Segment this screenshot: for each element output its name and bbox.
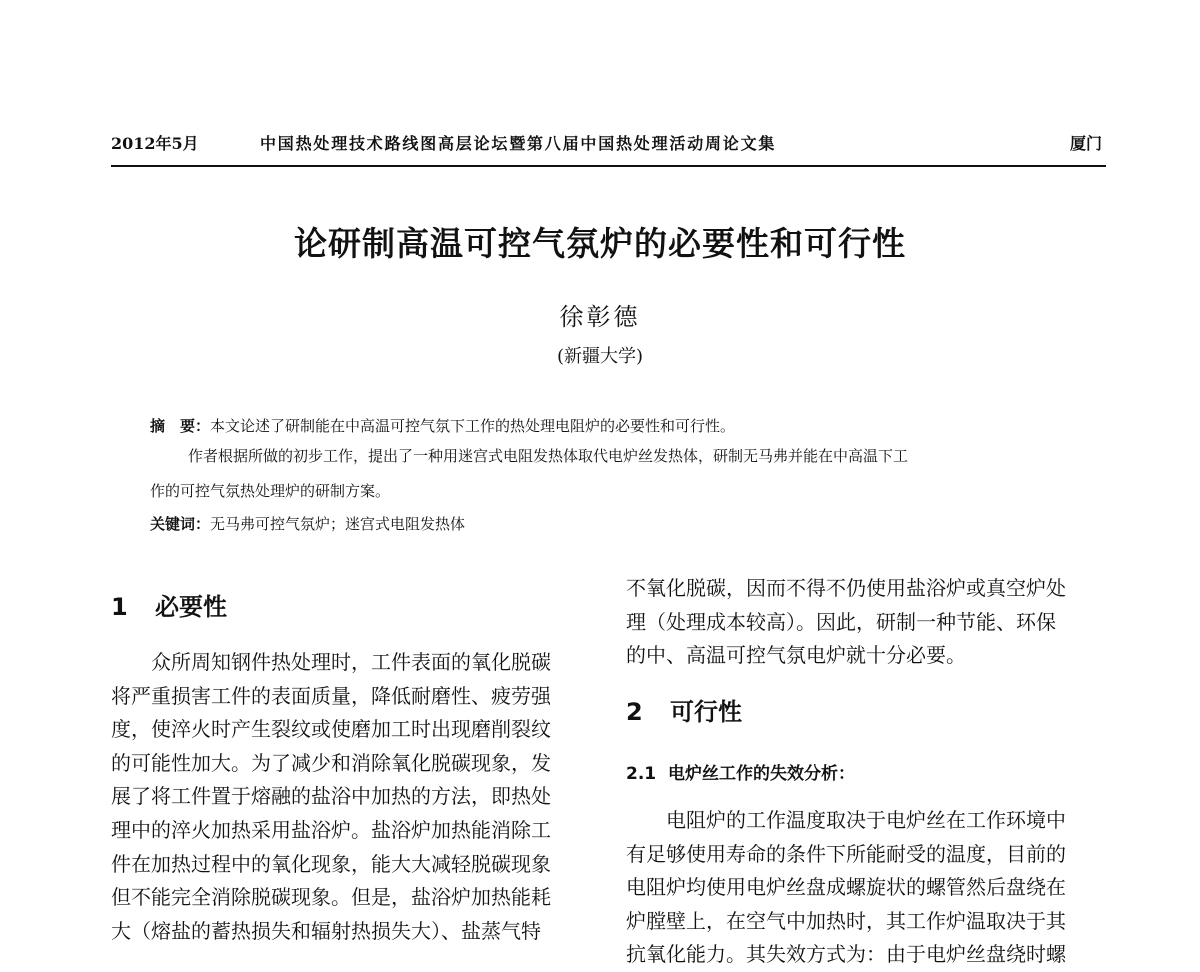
body-line: 电阻炉均使用电炉丝盘成螺旋状的螺管然后盘绕在 [626,875,1066,900]
body-line: 众所周知钢件热处理时，工件表面的氧化脱碳 [111,650,551,674]
abstract-text-1: 本文论述了研制能在中高温可控气氛下工作的热处理电阻炉的必要性和可行性。 [210,417,736,435]
subsection-2-1-number: 2.1 [626,764,657,784]
section-1-heading [111,592,227,622]
subsection-2-1-heading [626,763,855,785]
body-line: 度，使淬火时产生裂纹或使磨加工时出现磨削裂纹 [111,717,551,742]
section-2-title: 可行性 [670,698,742,726]
body-line: 炉膛壁上，在空气中加热时，其工作炉温取决于其 [626,908,1066,933]
keywords-label: 关键词： [150,515,211,533]
body-line: 将严重损害工件的表面质量，降低耐磨性、疲劳强 [111,683,551,708]
abstract-line-1 [150,416,735,436]
header-date: 2012年5月 [111,134,199,153]
body-line: 但不能完全消除脱碳现象。但是，盐浴炉加热能耗 [111,885,551,910]
header-city: 厦门 [1070,134,1103,153]
abstract-line-3: 作的可控气氛热处理炉的研制方案。 [150,482,391,500]
section-1-continued-body [626,572,1106,673]
paper-author: 徐彰德 [559,303,641,331]
paper-affiliation: (新疆大学) [556,346,644,367]
section-1-number: 1 [111,593,128,621]
keywords-line [150,514,465,534]
body-line: 大（熔盐的蓄热损失和辐射热损失大）、盐蒸气特 [111,918,541,943]
body-line: 理中的淬火加热采用盐浴炉。盐浴炉加热能消除工 [111,817,551,842]
subsection-2-1-body [626,804,1106,972]
body-line: 件在加热过程中的氧化现象，能大大减轻脱碳现象 [111,851,551,876]
section-1-title: 必要性 [155,593,227,621]
section-2-number: 2 [626,698,643,726]
keywords-text: 无马弗可控气氛炉；迷宫式电阻发热体 [210,515,466,533]
subsection-2-1-title: 电炉丝工作的失效分析： [667,764,855,784]
section-1-body [111,646,581,948]
header-conference-name: 中国热处理技术路线图高层论坛暨第八届中国热处理活动周论文集 [260,134,777,153]
section-2-heading [626,697,742,727]
body-line: 不氧化脱碳，因而不得不仍使用盐浴炉或真空炉处 [626,576,1066,600]
body-line: 电阻炉的工作温度取决于电炉丝在工作环境中 [626,808,1066,832]
body-line: 有足够使用寿命的条件下所能耐受的温度，目前的 [626,841,1066,866]
body-line: 展了将工件置于熔融的盐浴中加热的方法，即热处 [111,784,551,809]
body-line: 抗氧化能力。其失效方式为：由于电炉丝盘绕时螺 [626,942,1066,967]
body-line: 的可能性加大。为了减少和消除氧化脱碳现象，发 [111,750,551,775]
paper-title: 论研制高温可控气氛炉的必要性和可行性 [294,224,906,263]
abstract-line-2: 作者根据所做的初步工作，提出了一种用迷宫式电阻发热体取代电炉丝发热体，研制无马弗并能在中高温下工 [188,447,909,465]
body-line: 理（处理成本较高）。因此，研制一种节能、环保 [626,609,1056,634]
abstract-label: 摘 要： [150,417,211,435]
body-line: 的中、高温可控气氛电炉就十分必要。 [626,643,966,668]
header-rule [111,165,1106,167]
